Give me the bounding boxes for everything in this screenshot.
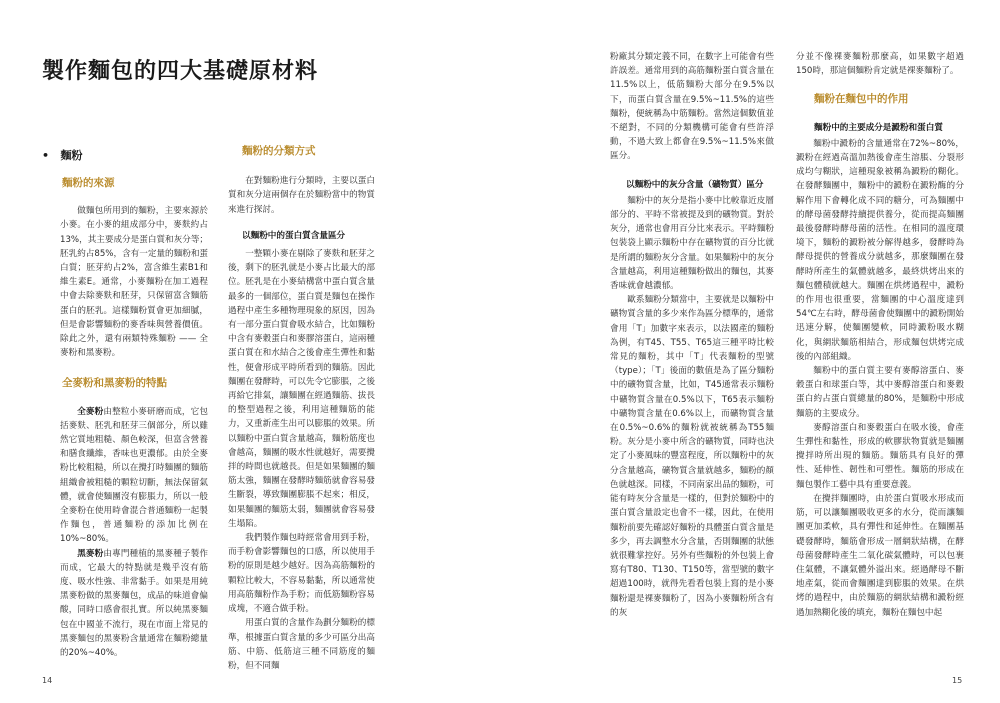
heading-whole-rye: 全麥粉和黑麥粉的特點 [62,377,167,390]
paragraph-protein-types: 麵粉中的蛋白質主要有麥醇溶蛋白、麥穀蛋白和球蛋白等，其中麥醇溶蛋白和麥穀蛋白約占蛋白質總量的80%，是麵粉中形成麵筋的主要成分。 [796,366,964,419]
section-heading-flour [42,147,83,163]
paragraph-starch: 麵粉中澱粉的含量通常在72%~80%，澱粉在經過高溫加熱後會產生溶脹、分裂形成均勻糊狀，這種現象被稱為澱粉的糊化。在發酵麵團中，麵粉中的澱粉在澱粉酶的分解作用下會轉化成不同的糖分，可為麵團中的酵母菌發酵持續提供養分，從而提高麵團最後發酵時酵母菌的活性。在相同的溫度環境下，麵粉的澱粉被分解得越多，發酵時為酵母提供的營養成分就越多，那麼麵團在發酵時所產生的氣體就越多，最終烘烤出來的麵包體積就越大。麵團在烘烤過程中，澱粉的作用也很重要，當麵團的中心溫度達到54℃左右時，酵母菌會使麵團中的澱粉開始迅速分解，使麵團變軟，同時澱粉吸水糊化，與網狀麵筋相結合，形成麵包烘烤完成後的內部組織。 [796,138,964,362]
heading-flour-origin: 麵粉的來源 [62,177,115,189]
paragraph-ash-cont: 分並不像裸麥麵粉那麼高，如果數字超過150時，那這個麵粉肯定就是裸麥麵粉了。 [796,52,964,77]
page-title: 製作麵包的四大基礎原材料 [42,59,319,84]
column-3 [610,50,774,620]
heading-ash-classification: 以麵粉中的灰分含量（礦物質）區分 [626,179,764,190]
column-4 [796,50,964,620]
page-number-left: 14 [42,676,53,685]
paragraph-protein-2: 我們製作麵包時經常會用到手粉，而手粉會影響麵包的口感，所以使用手粉的原則是越少越好。因為高筋麵粉的顆粒比較大，不容易黏黏，所以通常使用高筋麵粉作為手粉；而低筋麵粉容易成塊，不適合做手粉。 [228,533,375,615]
heading-flour-role: 麵粉在麵包中的作用 [814,93,909,106]
page-number-right: 15 [952,676,963,685]
heading-flour-classification: 麵粉的分類方式 [242,145,316,157]
paragraph-classification: 在對麵粉進行分類時，主要以蛋白質和灰分這兩個存在於麵粉當中的物質來進行探討。 [228,176,375,215]
paragraph-flour-origin: 做麵包所用到的麵粉，主要來源於小麥。在小麥的組成部分中，麥麩約占13%，其主要成分是蛋白質和灰分等；胚乳約占85%，含有一定量的麵粉和蛋白質；胚芽約占2%，富含維生素B1和維生素E。通常，小麥麵粉在加工過程中會去除麥麩和胚芽，只保留富含麵筋蛋白的胚乳。這樣麵粉質會更加細膩，但是會影響麵粉的麥香味與營養價值。除此之外，還有兩類特殊麵粉 —— 全麥粉和黑麥粉。 [60,206,209,359]
text-whole-wheat: 由整粒小麥研磨而成，它包括麥麩、胚乳和胚芽三個部分，所以雖然它質地粗糙、顏色較深，但富含營養和膳食纖維，香味也更濃郁。由於全麥粉比較粗糙，所以在攪打時麵團的麵筋組織會被粗糙的顆粒切斷，無法保留氣體，就會使麵團沒有膨脹力，所以一般全麥粉在使用時會混合普通麵粉一起製作麵包，普通麵粉的添加比例在10%~80%。 [60,406,208,545]
text-rye: 由專門種植的黑麥種子製作而成，它最大的特點就是幾乎沒有筋度、吸水性強、非常黏手。如果是用純黑麥粉做的黑麥麵包，成品的味道會偏酸，同時口感會很扎實。所以純黑麥麵包在中國並不流行，現在市面上常見的黑麥麵包的黑麥粉含量通常在麵粉總量的20%~40%。 [60,548,208,659]
paragraph-kneading: 在攪拌麵團時，由於蛋白質吸水形成而筋，可以讓麵團吸收更多的水分，從而讓麵團更加柔軟，具有彈性和延伸性。在麵團基礎發酵時，麵筋會形成一層網狀結構，在酵母菌發酵時產生二氧化碳氣體時，可以包裹住氣體，不讓氣體外溢出來。經過酵母不斷地產氣，從而會麵團達到膨脹的效果。在烘烤的過程中，由於麵筋的網狀結構和澱粉經過加熱糊化後的填充，麵粉在麵包中起 [796,493,964,618]
paragraph-ash-2: 歐系麵粉分類當中，主要就是以麵粉中礦物質含量的多少來作為區分標準的，通常會用「T」加數字來表示，以法國產的麵粉為例，有T45、T55、T65這三種平時比較常見的麵粉，其中「T」代表麵粉的型號（type）；「T」後面的數值是為了區分麵粉中的礦物質含量，比如，T45通常表示麵粉中礦物質含量在0.5%以下，T65表示麵粉中礦物質含量在0.6%以上，而礦物質含量在0.5%~0.6%的麵粉就被統稱為T55麵粉。灰分是小麥中所含的礦物質，同時也決定了小麥風味的豐富程度，所以麵粉中的灰分含量越高，礦物質含量就越多，麵粉的顏色就越深。同樣，不同南家出品的麵粉，可能有時灰分含量是一樣的，但對於麵粉中的蛋白質含量設定也會不一樣，因此，在使用麵粉前要先確認好麵粉的具體蛋白質含量是多少，再去調整水分含量，否則麵團的狀態就很難掌控好。另外有些麵粉的外包裝上會寫有T80、T130、T150等，當型號的數字超過100時，就得先看看包裝上寫的是小麥麵粉還是裸麥麵粉了，因為小麥麵粉所含有的灰 [610,295,774,618]
paragraph-gluten: 麥醇溶蛋白和麥穀蛋白在吸水後，會產生彈性和黏性，形成的軟膠狀物質就是麵團攪拌時所出現的麵筋。麵筋具有良好的彈性、延伸性、韌性和可塑性。麵筋的形成在麵包製作工藝中具有重要意義。 [796,422,964,490]
paragraph-protein-3: 用蛋白質的含量作為劃分麵粉的標準，根據蛋白質含量的多少可區分出高筋、中筋、低筋這三種不同筋度的麵粉，但不同麵 [228,618,375,671]
paragraph-protein-1: 一整顆小麥在剔除了麥麩和胚芽之後，剩下的胚乳就是小麥占比最大的部位。胚乳是在小麥結構當中蛋白質含量最多的一個部位，蛋白質是麵包在操作過程中產生多種物理現象的原因，因為有一部分蛋白質會吸水結合，比如麵粉中含有麥穀蛋白和麥膠溶蛋白，這兩種蛋白質在和水結合之後會產生彈性和黏性，便會形成平時所看到的麵筋。因此麵團在發酵時，可以先令它膨脹，之後再給它排氣，讓麵團在經過麵筋、拔長的整型過程之後，利用這種麵筋的能力，又重新產生出可以膨脹的效果。所以麵粉中蛋白質含量越高，麵粉筋度也會越高，麵團的吸水性就越好，需要攪拌的時間也就越長。但是如果麵團的麵筋太強，麵團在發酵時麵筋就會容易發生斷裂，導致麵團膨脹不起來；相反，如果麵團的麵筋太弱，麵團就會容易發生塌陷。 [228,249,375,529]
column-1 [60,176,208,660]
bullet-icon: • [42,149,50,162]
column-2 [228,140,375,673]
paragraph-ash-1: 麵粉中的灰分是指小麥中比較靠近皮層部分的、平時不常被提及到的礦物質。對於灰分，通常也會用百分比來表示。平時麵粉包裝袋上顯示麵粉中存在礦物質的百分比就是所謂的麵粉灰分含量。如果麵粉中的灰分含量越高，利用這種麵粉做出的麵包，其麥香味就會越濃郁。 [610,195,774,292]
heading-main-components: 麵粉中的主要成分是澱粉和蛋白質 [814,122,943,133]
lead-whole-wheat: 全麥粉 [77,406,104,417]
heading-protein-classification: 以麵粉中的蛋白質含量區分 [242,230,346,241]
lead-rye: 黑麥粉 [77,548,104,559]
paragraph-whole-wheat [60,405,208,547]
paragraph-rye [60,547,208,661]
section-heading-label: 麵粉 [60,149,83,162]
paragraph-classification-cont: 粉廠其分類定義不同，在數字上可能會有些許誤差。通常用到的高筋麵粉蛋白質含量在11.5%以上，低筋麵粉大部分在9.5%以下，而蛋白質含量在9.5%~11.5%的這些麵粉，便統稱為中筋麵粉。當然這個數值並不絕對，不同的分類機構可能會有些許浮動，不過大致上都會在9.5%~11.5%來做區分。 [610,52,774,162]
